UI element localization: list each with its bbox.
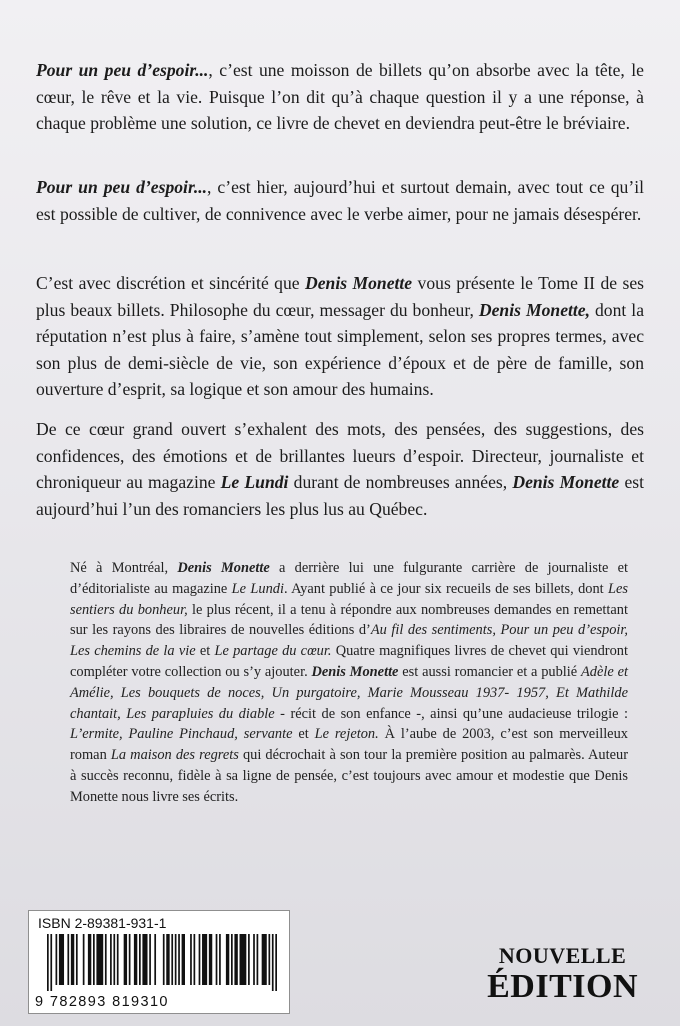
barcode-digits: 9 782893 819310 [35,994,169,1010]
author-biography: Né à Montréal, Denis Monette a derrière lui une fulgurante carrière de journaliste et d’éditorialiste au magazine Le Lundi. Ayant publié à ce jour six recueils de ses billets, dont Les sentiers du bonheur, le plus récent, il a tenu à répondre aux nombreuses demandes en remettant sur les rayons des libraires de nouvelles éditions d’Au fil des sentiments, Pour un peu d’espoir, Les chemins de la vie et Le partage du cœur. Quatre magnifiques livres de chevet qui viendront compléter votre collection ou s’y ajouter. Denis Monette est aussi romancier et a publié Adèle et Amélie, Les bouquets de noces, Un purgatoire, Marie Mousseau 1937- 1957, Et Mathilde chantait, Les parapluies du diable - récit de son enfance -, ainsi qu’une audacieuse trilogie : L’ermite, Pauline Pinchaud, servante et Le rejeton. À l’aube de 2003, c’est son merveilleux roman La maison des regrets qui décrochait à son tour la première position au palmarès. Auteur à succès reconnu, fidèle à sa ligne de pensée, c’est toujours avec amour et modestie que Denis Monette nous livre ses écrits. [70,560,628,805]
book-title: Le partage du cœur. [214,643,332,660]
author-name: Denis Monette [177,560,270,576]
author-name: Denis Monette [305,273,413,293]
magazine-name: Le Lundi [220,472,289,492]
book-titles: Au fil des sentiments, Pour un peu d’espoir, Les chemins de la vie [70,622,628,660]
author-name: Denis Monette, [478,299,590,320]
trilogy-titles: L’ermite, Pauline Pinchaud, servante [70,726,293,743]
author-name: Denis Monette [311,663,399,680]
author-name: Denis Monette [512,472,620,492]
blurb-paragraph-4: De ce cœur grand ouvert s’exhalent des mots, des pensées, des suggestions, des confidences, des émotions et de brillantes lueurs d’espoir. Directeur, journaliste et chroniqueur au magazine Le Lundi durant de nombreuses années, Denis Monette est aujourd’hui l’un des romanciers les plus lus au Québec. [36,419,644,519]
blurb-paragraph-2: Pour un peu d’espoir..., c’est hier, aujourd’hui et surtout demain, avec tout ce qu’il est possible de cultiver, de connivence avec le verbe aimer, pour ne jamais désespérer. [36,177,644,224]
isbn-label: ISBN 2-89381-931-1 [38,915,167,931]
novel-titles: Adèle et Amélie, Les bouquets de noces, Un purgatoire, Marie Mousseau 1937- 1957, Et Mathilde chantait, Les parapluies du diable [70,663,628,722]
barcode-icon [47,934,277,991]
edition-line-1: NOUVELLE [498,943,627,968]
book-title: Pour un peu d’espoir... [36,60,209,80]
blurb-paragraph-3: C’est avec discrétion et sincérité que Denis Monette vous présente le Tome II de ses plus beaux billets. Philosophe du cœur, messager du bonheur, Denis Monette, dont la réputation n’est plus à faire, s’amène tout simplement, selon ses propres termes, avec son plus de demi-siècle de vie, son expérience d’époux et de père de famille, son ouverture d’esprit, sa logique et son amour des humains. [36,273,645,399]
magazine-name: Le Lundi [231,580,284,597]
book-title: Les sentiers du bonheur, [70,580,628,618]
novel-title: La maison des regrets [110,747,239,764]
edition-line-2: ÉDITION [487,968,638,1005]
blurb-paragraph-1: Pour un peu d’espoir..., c’est une moisson de billets qu’on absorbe avec la tête, le cœur, le rêve et la vie. Puisque l’on dit qu’à chaque question il y a une réponse, à chaque problème une solution, ce livre de chevet en deviendra peut-être le bréviaire. [36,60,644,133]
new-edition-label [487,944,638,1006]
trilogy-title: Le rejeton. [314,726,379,743]
book-title: Pour un peu d’espoir... [36,177,208,197]
isbn-barcode-box [28,910,290,1014]
